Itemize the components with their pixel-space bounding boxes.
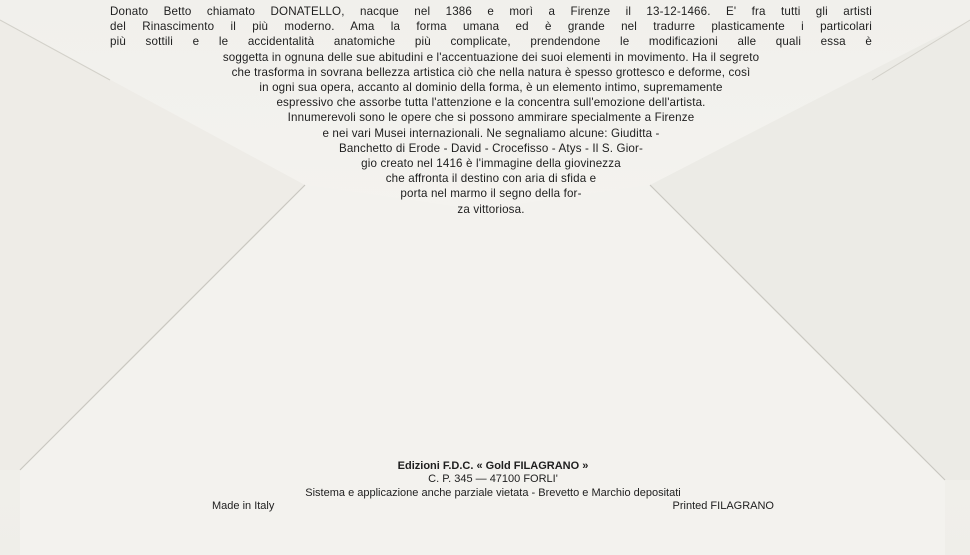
printer-label: Printed FILAGRANO xyxy=(672,500,774,513)
essay-line: più sottili e le accidentalità anatomiche più complicate, prendendone le modificazioni alle quali essa è xyxy=(110,35,872,49)
essay-line: del Rinascimento il più moderno. Ama la forma umana ed è grande nel tradurre plasticamente i particolari xyxy=(110,20,872,34)
essay-line: e nei vari Musei internazionali. Ne segnaliamo alcune: Giuditta - xyxy=(322,126,660,140)
publisher-address: C. P. 345 — 47100 FORLI' xyxy=(428,473,558,486)
essay-line: gio creato nel 1416 è l'immagine della giovinezza xyxy=(361,157,621,171)
essay-line: Banchetto di Erode - David - Crocefisso - Atys - Il S. Gior- xyxy=(338,141,644,155)
essay-line: che affronta il destino con aria di sfida e xyxy=(385,172,597,186)
donatello-essay xyxy=(110,4,872,217)
publisher-name: Edizioni F.D.C. « Gold FILAGRANO » xyxy=(397,460,589,472)
essay-line: za vittoriosa. xyxy=(457,202,525,216)
essay-line: che trasforma in sovrana bellezza artistica ciò che nella natura è spesso grottesco e deforme, così xyxy=(231,65,751,79)
essay-line: Innumerevoli sono le opere che si possono ammirare specialmente a Firenze xyxy=(287,111,695,125)
essay-line: soggetta in ognuna delle sue abitudini e l'accentuazione dei suoi elementi in movimento. Ha il segreto xyxy=(222,50,760,64)
rights-notice: Sistema e applicazione anche parziale vietata - Brevetto e Marchio depositati xyxy=(305,486,681,499)
origin-row xyxy=(212,500,774,513)
essay-line: in ogni sua opera, accanto al dominio della forma, è un elemento intimo, supremamente xyxy=(259,81,723,95)
made-in-label: Made in Italy xyxy=(212,500,275,513)
publisher-imprint xyxy=(212,460,774,514)
essay-line: Donato Betto chiamato DONATELLO, nacque nel 1386 e morì a Firenze il 13-12-1466. E' fra tutti gli artisti xyxy=(110,5,872,18)
essay-line: porta nel marmo il segno della for- xyxy=(400,187,582,201)
essay-line: espressivo che assorbe tutta l'attenzione e la concentra sull'emozione dell'artista. xyxy=(276,96,706,110)
